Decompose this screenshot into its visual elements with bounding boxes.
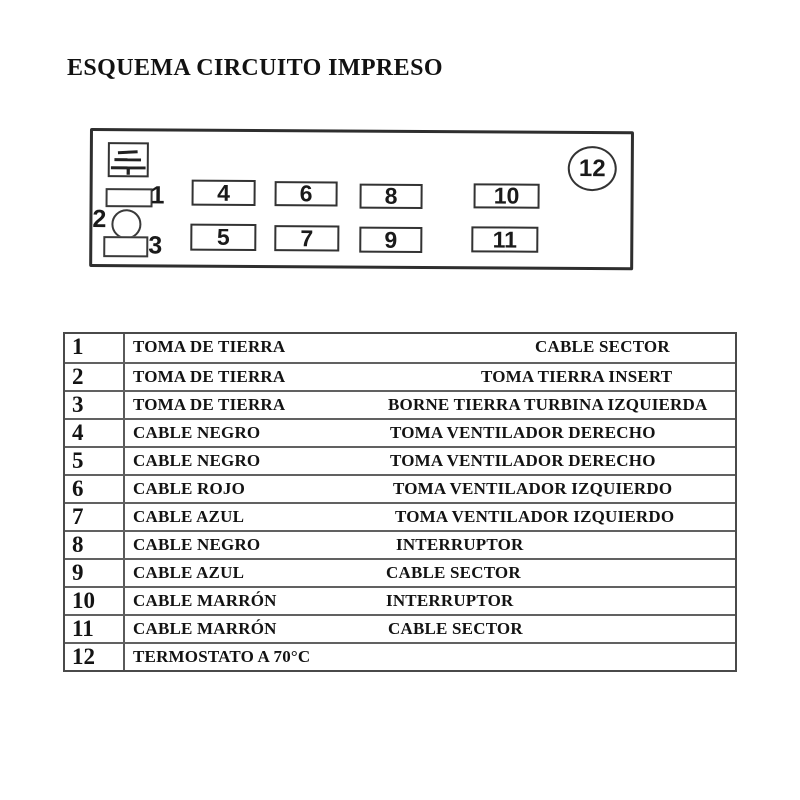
connection-label: CABLE SECTOR <box>388 619 523 638</box>
connection-label: INTERRUPTOR <box>386 591 514 610</box>
terminal-box-7: 7 <box>274 225 339 251</box>
row-content <box>125 504 735 530</box>
row-number: 7 <box>65 504 125 530</box>
row-content <box>125 364 735 390</box>
row-content <box>125 420 735 446</box>
table-row <box>65 586 735 614</box>
row-content <box>125 644 735 670</box>
terminal-circle-2 <box>111 209 141 239</box>
connection-label: TOMA VENTILADOR IZQUIERDO <box>395 507 675 526</box>
row-number: 1 <box>65 334 125 362</box>
wiring-legend-table <box>63 332 737 672</box>
row-content <box>125 560 735 586</box>
component-label: CABLE MARRÓN <box>133 591 277 610</box>
row-number: 9 <box>65 560 125 586</box>
component-label: CABLE NEGRO <box>133 451 261 470</box>
terminal-pad-1 <box>106 188 153 207</box>
row-content <box>125 334 735 362</box>
component-label: TOMA DE TIERRA <box>133 395 286 414</box>
connection-label: INTERRUPTOR <box>396 535 524 554</box>
terminal-box-8: 8 <box>360 184 423 209</box>
row-content <box>125 392 735 418</box>
component-label: CABLE MARRÓN <box>133 619 277 638</box>
row-number: 3 <box>65 392 125 418</box>
terminal-label-2: 2 <box>92 205 107 234</box>
table-row <box>65 614 735 642</box>
table-row <box>65 390 735 418</box>
row-number: 11 <box>65 616 125 642</box>
connection-label: TOMA VENTILADOR IZQUIERDO <box>393 479 673 498</box>
table-row <box>65 558 735 586</box>
row-content <box>125 588 735 614</box>
row-content <box>125 532 735 558</box>
earth-ground-symbol <box>110 144 147 175</box>
connection-label: CABLE SECTOR <box>535 337 670 356</box>
terminal-label-3: 3 <box>148 231 163 260</box>
earth-ground-icon <box>108 142 149 177</box>
component-label: TOMA DE TIERRA <box>133 367 286 386</box>
printed-circuit-diagram <box>89 128 634 270</box>
terminal-label-1: 1 <box>150 181 165 210</box>
page-title: ESQUEMA CIRCUITO IMPRESO <box>67 55 443 81</box>
terminal-box-9: 9 <box>359 227 422 253</box>
component-label: CABLE AZUL <box>133 507 245 526</box>
terminal-box-6: 6 <box>275 181 338 206</box>
terminal-box-11: 11 <box>471 226 538 252</box>
connection-label: TOMA TIERRA INSERT <box>481 367 673 386</box>
row-number: 5 <box>65 448 125 474</box>
row-content <box>125 476 735 502</box>
connection-label: TOMA VENTILADOR DERECHO <box>390 423 656 442</box>
component-label: CABLE AZUL <box>133 563 245 582</box>
table-row <box>65 362 735 390</box>
component-label: CABLE NEGRO <box>133 423 261 442</box>
row-content <box>125 448 735 474</box>
row-number: 10 <box>65 588 125 614</box>
row-number: 8 <box>65 532 125 558</box>
table-row <box>65 474 735 502</box>
terminal-pad-3 <box>103 236 148 257</box>
row-number: 6 <box>65 476 125 502</box>
row-content <box>125 616 735 642</box>
table-row <box>65 446 735 474</box>
table-row <box>65 418 735 446</box>
row-number: 4 <box>65 420 125 446</box>
thermostat-circle-12: 12 <box>568 146 617 191</box>
terminal-box-10: 10 <box>474 183 540 208</box>
terminal-box-5: 5 <box>190 224 256 251</box>
table-row <box>65 502 735 530</box>
connection-label: CABLE SECTOR <box>386 563 521 582</box>
connection-label: BORNE TIERRA TURBINA IZQUIERDA <box>388 395 708 414</box>
component-label: TERMOSTATO A 70°C <box>133 647 311 666</box>
terminal-box-4: 4 <box>192 180 256 206</box>
table-row <box>65 334 735 362</box>
component-label: CABLE NEGRO <box>133 535 261 554</box>
table-row <box>65 642 735 670</box>
connection-label: TOMA VENTILADOR DERECHO <box>390 451 656 470</box>
row-number: 12 <box>65 644 125 670</box>
row-number: 2 <box>65 364 125 390</box>
component-label: CABLE ROJO <box>133 479 246 498</box>
table-row <box>65 530 735 558</box>
component-label: TOMA DE TIERRA <box>133 337 286 356</box>
